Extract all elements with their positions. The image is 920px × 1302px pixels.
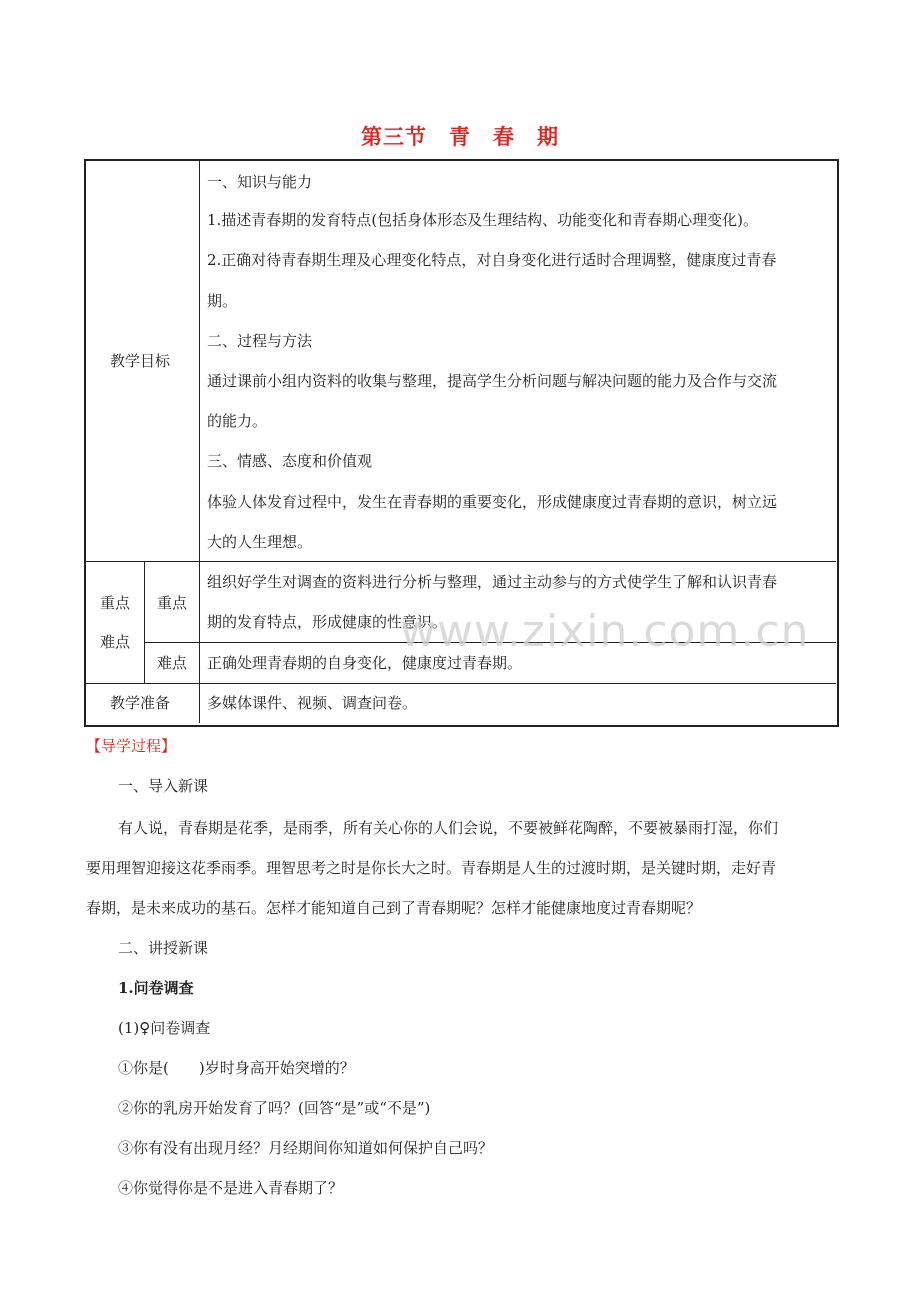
table-divider [85, 683, 836, 684]
page-title: 第三节 青 春 期 [361, 125, 559, 149]
key-point-line: 组织好学生对调查的资料进行分析与整理，通过主动参与的方式使学生了解和认识青春 [207, 573, 778, 591]
objectives-line: 大的人生理想。 [207, 533, 313, 551]
survey-question: ①你是( )岁时身高开始突增的？ [118, 1059, 355, 1077]
key-sub-label: 重点 [157, 594, 188, 612]
table-divider [144, 561, 145, 683]
survey-subheading: (1)♀问卷调查 [118, 1019, 211, 1037]
objectives-line: 的能力。 [207, 412, 268, 430]
intro-paragraph-line: 要用理智迎接这花季雨季。理智思考之时是你长大之时。青春期是人生的过渡时期，是关键时期，走好青 [86, 859, 777, 877]
watermark: www.zixin.com.cn [400, 606, 810, 657]
objectives-line: 2.正确对待青春期生理及心理变化特点，对自身变化进行适时合理调整，健康度过青春 [207, 251, 777, 269]
difficult-sub-label: 难点 [157, 654, 188, 672]
survey-question: ③你有没有出现月经？月经期间你知道如何保护自己吗？ [118, 1139, 494, 1157]
difficult-point-text: 正确处理青春期的自身变化，健康度过青春期。 [207, 654, 523, 672]
intro-heading: 一、导入新课 [118, 777, 209, 795]
table-divider [199, 160, 200, 723]
survey-question: ②你的乳房开始发育了吗？(回答“是”或“不是”) [118, 1099, 431, 1117]
intro-paragraph-line: 有人说，青春期是花季，是雨季，所有关心你的人们会说，不要被鲜花陶醉，不要被暴雨打湿，你们 [118, 819, 779, 837]
objectives-label: 教学目标 [110, 352, 171, 370]
prep-text: 多媒体课件、视频、调查问卷。 [207, 694, 418, 712]
key-points-label: 重点 [100, 594, 131, 612]
objectives-line: 期。 [207, 292, 238, 310]
key-point-line: 期的发育特点，形成健康的性意识。 [207, 613, 448, 631]
objectives-line: 通过课前小组内资料的收集与整理，提高学生分析问题与解决问题的能力及合作与交流 [207, 372, 778, 390]
teach-heading: 二、讲授新课 [118, 939, 209, 957]
difficult-points-label: 难点 [100, 633, 131, 651]
survey-heading: 1.问卷调查 [118, 979, 194, 997]
section-header: 【导学过程】 [86, 737, 177, 755]
objectives-line: 体验人体发育过程中，发生在青春期的重要变化，形成健康度过青春期的意识，树立远 [207, 493, 778, 511]
objectives-line: 三、情感、态度和价值观 [207, 452, 373, 470]
intro-paragraph-line: 春期，是未来成功的基石。怎样才能知道自己到了青春期呢？怎样才能健康地度过青春期呢？ [86, 899, 702, 917]
prep-label: 教学准备 [110, 694, 171, 712]
objectives-line: 二、过程与方法 [207, 332, 313, 350]
survey-question: ④你觉得你是不是进入青春期了？ [118, 1179, 344, 1197]
objectives-line: 一、知识与能力 [207, 173, 313, 191]
table-divider [85, 561, 836, 562]
objectives-line: 1.描述青春期的发育特点(包括身体形态及生理结构、功能变化和青春期心理变化)。 [207, 211, 759, 229]
